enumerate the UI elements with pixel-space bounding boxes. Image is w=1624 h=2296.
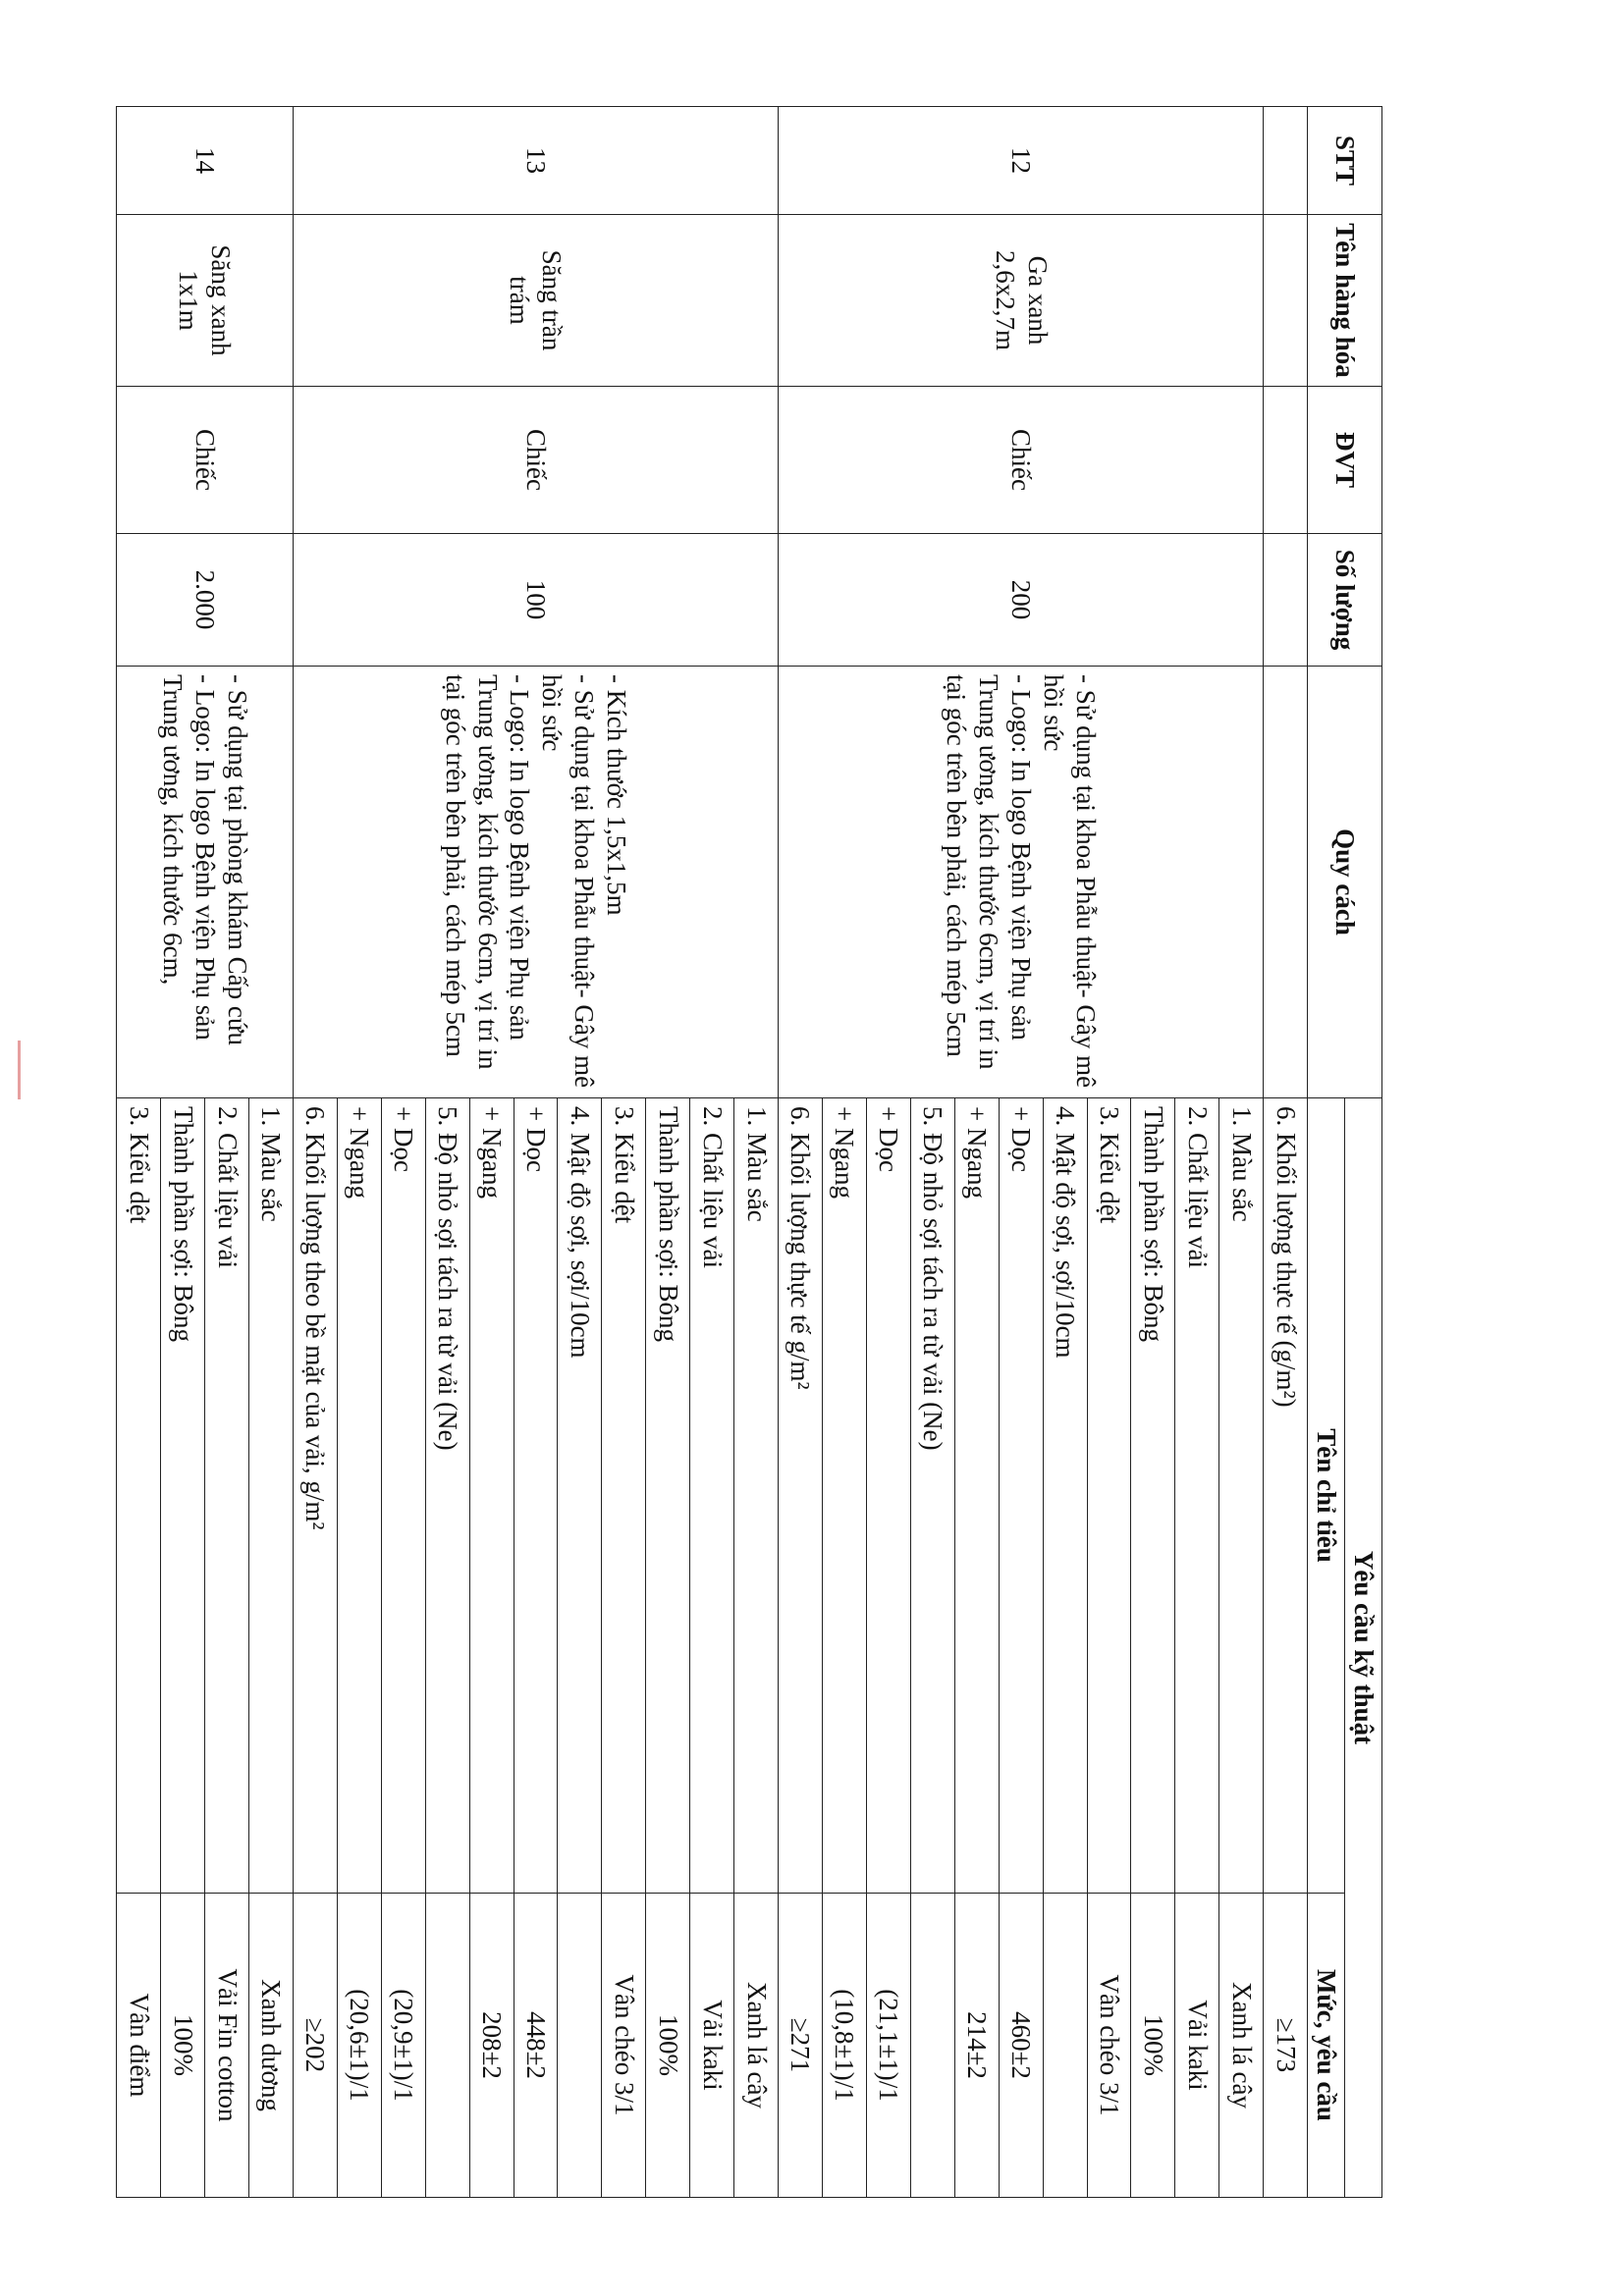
spec-value: 460±2 bbox=[999, 1894, 1043, 2198]
item-quy-cach bbox=[293, 667, 778, 1098]
spec-name: + Dọc bbox=[999, 1098, 1043, 1894]
quy-cach-line: - Logo: In logo Bệnh viện Phụ sản Trung ương, kích thước 6cm, bbox=[158, 674, 220, 1041]
spec-name: + Ngang bbox=[954, 1098, 999, 1894]
header-muc-yeu-cau: Mức, yêu cầu bbox=[1308, 1894, 1345, 2198]
spec-value bbox=[425, 1894, 469, 2198]
spec-value: (20,9±1)/1 bbox=[381, 1894, 425, 2198]
spec-value: 100% bbox=[161, 1894, 205, 2198]
spec-value: 100% bbox=[1131, 1894, 1175, 2198]
item-ten-hang-hoa: Ga xanh 2,6x2,7m bbox=[779, 215, 1264, 387]
spec-value: ≥271 bbox=[779, 1894, 823, 2198]
spec-value bbox=[910, 1894, 954, 2198]
spec-name: Thành phần sợi: Bông bbox=[1131, 1098, 1175, 1894]
spec-value: Vải kaki bbox=[1175, 1894, 1219, 2198]
item-dvt: Chiếc bbox=[779, 387, 1264, 534]
spec-value: Vải kaki bbox=[690, 1894, 734, 2198]
spec-name: 3. Kiểu dệt bbox=[117, 1098, 161, 1894]
quy-cach-line: - Sử dụng tại phòng khám Cấp cứu bbox=[222, 674, 252, 1045]
spec-name: 6. Khối lượng theo bề mặt của vải, g/m² bbox=[293, 1098, 337, 1894]
spec-value: 208±2 bbox=[469, 1894, 514, 2198]
spec-name: 1. Màu sắc bbox=[1219, 1098, 1264, 1894]
spec-value: ≥173 bbox=[1264, 1894, 1308, 2198]
spec-value: (10,8±1)/1 bbox=[822, 1894, 866, 2198]
item-dvt: Chiếc bbox=[117, 387, 294, 534]
spec-name: + Ngang bbox=[822, 1098, 866, 1894]
spec-value bbox=[1043, 1894, 1087, 2198]
spec-value: (20,6±1)/1 bbox=[337, 1894, 381, 2198]
header-quy-cach: Quy cách bbox=[1308, 667, 1382, 1098]
spec-value: Xanh lá cây bbox=[1219, 1894, 1264, 2198]
rotated-table-container bbox=[116, 106, 1382, 2197]
quy-cach-line: - Sử dụng tại khoa Phẫu thuật- Gây mê hồi sức bbox=[537, 674, 600, 1089]
item-ten-hang-hoa: Săng trần trám bbox=[293, 215, 778, 387]
technical-requirements-table bbox=[116, 106, 1382, 2198]
spec-value: 100% bbox=[646, 1894, 690, 2198]
quy-cach-line: - Sử dụng tại khoa Phẫu thuật- Gây mê hồi sức bbox=[1039, 674, 1101, 1089]
spec-value: 214±2 bbox=[954, 1894, 999, 2198]
spec-name: 3. Kiểu dệt bbox=[602, 1098, 646, 1894]
header-dvt: ĐVT bbox=[1308, 387, 1382, 534]
spec-name: 4. Mật độ sợi, sợi/10cm bbox=[558, 1098, 602, 1894]
header-so-luong: Số lượng bbox=[1308, 534, 1382, 667]
header-ten-hang-hoa: Tên hàng hóa bbox=[1308, 215, 1382, 387]
item-so-luong: 100 bbox=[293, 534, 778, 667]
spec-value bbox=[558, 1894, 602, 2198]
spec-name: 2. Chất liệu vải bbox=[690, 1098, 734, 1894]
spec-name: 5. Độ nhỏ sợi tách ra từ vải (Ne) bbox=[910, 1098, 954, 1894]
spec-name: 1. Màu sắc bbox=[734, 1098, 779, 1894]
item-stt: 13 bbox=[293, 107, 778, 215]
spec-name: 1. Màu sắc bbox=[249, 1098, 294, 1894]
spec-value: Vải Fin cotton bbox=[205, 1894, 249, 2198]
spec-value: Vân điểm bbox=[117, 1894, 161, 2198]
item-quy-cach bbox=[117, 667, 294, 1098]
table-body bbox=[117, 107, 1308, 2198]
table-row-carryover bbox=[1264, 107, 1308, 2198]
spec-name: Thành phần sợi: Bông bbox=[161, 1098, 205, 1894]
spec-value: Vân chéo 3/1 bbox=[1087, 1894, 1131, 2198]
spec-value: ≥202 bbox=[293, 1894, 337, 2198]
spec-name: 2. Chất liệu vải bbox=[205, 1098, 249, 1894]
spec-name: + Ngang bbox=[469, 1098, 514, 1894]
spec-name: 3. Kiểu dệt bbox=[1087, 1098, 1131, 1894]
spec-name: + Dọc bbox=[514, 1098, 558, 1894]
item-dvt: Chiếc bbox=[293, 387, 778, 534]
spec-value: Vân chéo 3/1 bbox=[602, 1894, 646, 2198]
spec-name: + Ngang bbox=[337, 1098, 381, 1894]
item-stt: 14 bbox=[117, 107, 294, 215]
table-row bbox=[1219, 107, 1264, 2198]
spec-value: Xanh lá cây bbox=[734, 1894, 779, 2198]
header-stt: STT bbox=[1308, 107, 1382, 215]
item-so-luong: 200 bbox=[779, 534, 1264, 667]
spec-value: 448±2 bbox=[514, 1894, 558, 2198]
quy-cach-line: - Kích thước 1,5x1,5m bbox=[602, 674, 632, 916]
quy-cach-line: - Logo: In logo Bệnh viện Phụ sản Trung ương, kích thước 6cm, vị trí in tại góc trên bên phải, cách mép 5cm bbox=[440, 674, 535, 1070]
header-ten-chi-tieu: Tên chỉ tiêu bbox=[1308, 1098, 1345, 1894]
spec-name: + Dọc bbox=[866, 1098, 910, 1894]
spec-name: 5. Độ nhỏ sợi tách ra từ vải (Ne) bbox=[425, 1098, 469, 1894]
spec-name: Thành phần sợi: Bông bbox=[646, 1098, 690, 1894]
spec-name: + Dọc bbox=[381, 1098, 425, 1894]
spec-name: 6. Khối lượng thực tế (g/m²) bbox=[1264, 1098, 1308, 1894]
spec-value: (21,1±1)/1 bbox=[866, 1894, 910, 2198]
header-yeu-cau-ky-thuat: Yêu cầu kỹ thuật bbox=[1345, 1098, 1382, 2198]
item-so-luong: 2.000 bbox=[117, 534, 294, 667]
spec-value: Xanh dương bbox=[249, 1894, 294, 2198]
quy-cach-line: - Logo: In logo Bệnh viện Phụ sản Trung ương, kích thước 6cm, vị trí in tại góc trên bên phải, cách mép 5cm bbox=[942, 674, 1037, 1070]
margin-mark bbox=[18, 1041, 21, 1099]
item-quy-cach bbox=[779, 667, 1264, 1098]
item-stt: 12 bbox=[779, 107, 1264, 215]
table-row bbox=[249, 107, 294, 2198]
item-ten-hang-hoa: Săng xanh 1x1m bbox=[117, 215, 294, 387]
spec-name: 2. Chất liệu vải bbox=[1175, 1098, 1219, 1894]
table-row bbox=[734, 107, 779, 2198]
spec-name: 6. Khối lượng thực tế g/m² bbox=[779, 1098, 823, 1894]
spec-name: 4. Mật độ sợi, sợi/10cm bbox=[1043, 1098, 1087, 1894]
